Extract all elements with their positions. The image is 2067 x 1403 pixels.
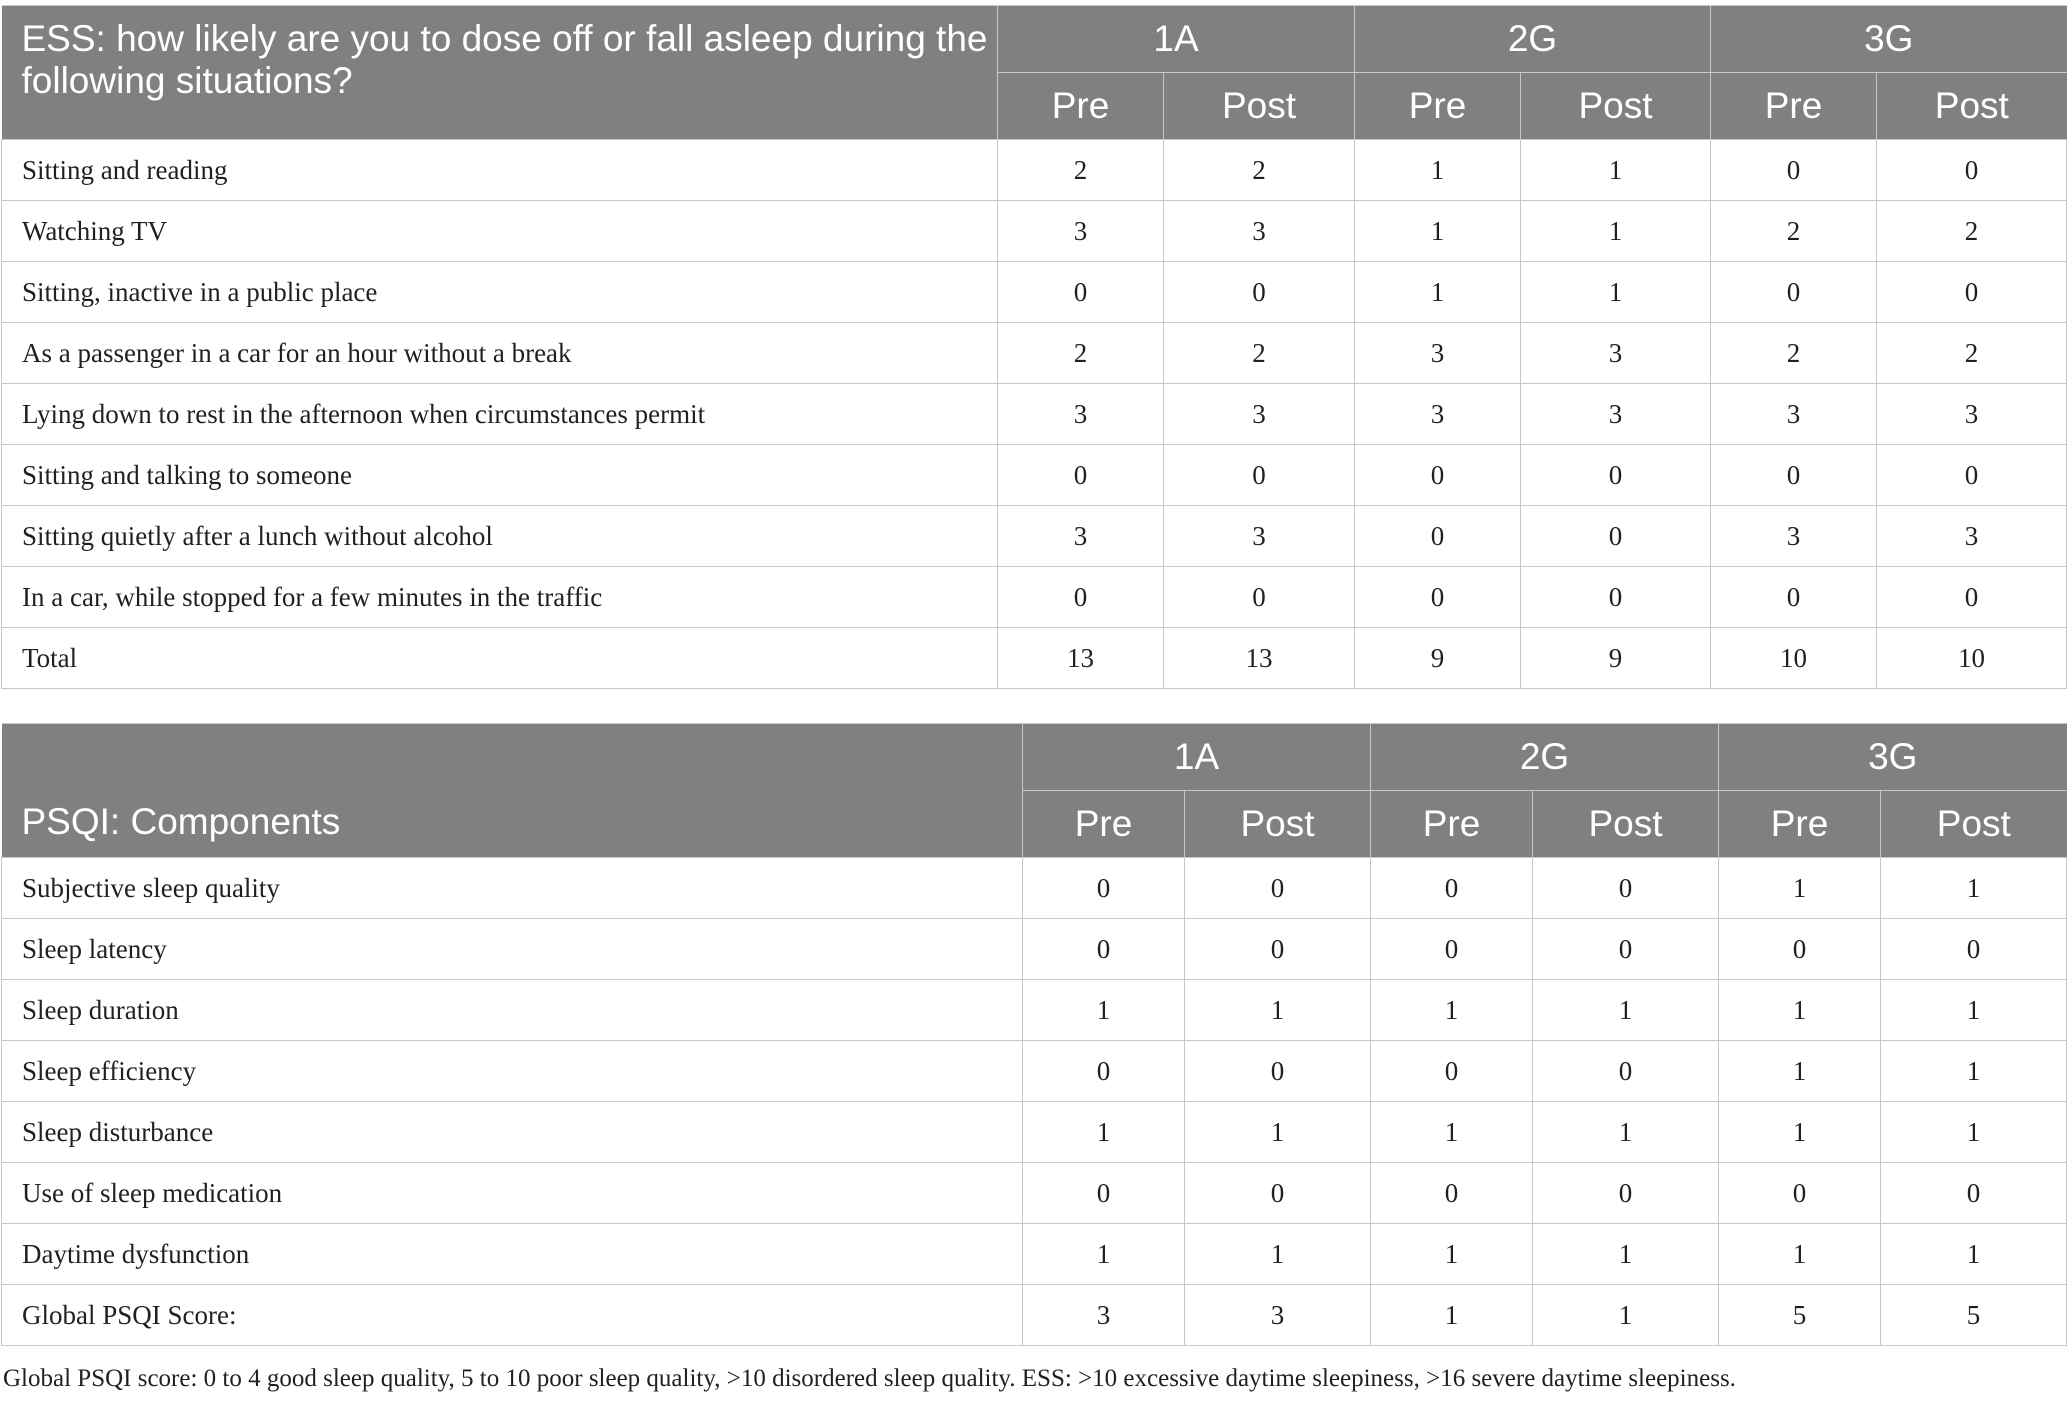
psqi-group-header: 2G [1371,724,1719,791]
table-cell: 3 [1164,506,1355,567]
table-cell: 0 [1533,1163,1719,1224]
table-cell: 0 [1521,445,1711,506]
psqi-table-title: PSQI: Components [2,724,1023,858]
table-cell: 1 [1023,1224,1185,1285]
ess-group-header: 3G [1711,6,2067,73]
table-cell: 1 [1185,1224,1371,1285]
table-cell: 0 [1023,1041,1185,1102]
table-cell: 0 [1164,445,1355,506]
table-cell: 2 [1164,323,1355,384]
table-cell: 3 [1521,323,1711,384]
row-label: Sitting and reading [2,140,998,201]
row-label: Sitting and talking to someone [2,445,998,506]
table-cell: 3 [998,201,1164,262]
row-label: In a car, while stopped for a few minutes in the traffic [2,567,998,628]
ess-subheader: Post [1521,73,1711,140]
table-cell: 0 [1371,919,1533,980]
ess-subheader: Pre [998,73,1164,140]
table-cell: 0 [998,567,1164,628]
row-label: Sleep latency [2,919,1023,980]
table-cell: 1 [1533,1285,1719,1346]
row-label: Sleep duration [2,980,1023,1041]
table-cell: 0 [1881,919,2067,980]
ess-group-header: 1A [998,6,1355,73]
table-cell: 2 [1877,323,2067,384]
table-cell: 0 [1185,919,1371,980]
ess-subheader: Pre [1711,73,1877,140]
table-row [2,628,2067,689]
table-cell: 1 [1521,262,1711,323]
row-label: Global PSQI Score: [2,1285,1023,1346]
table-row [2,1163,2067,1224]
table-cell: 0 [1185,1163,1371,1224]
table-cell: 3 [1355,384,1521,445]
table-cell: 3 [998,506,1164,567]
table-cell: 9 [1521,628,1711,689]
table-cell: 1 [1355,140,1521,201]
psqi-table-body [2,858,2067,1346]
row-label: Daytime dysfunction [2,1224,1023,1285]
table-row [2,980,2067,1041]
table-cell: 10 [1711,628,1877,689]
row-label: Lying down to rest in the afternoon when circumstances permit [2,384,998,445]
table-cell: 1 [1371,980,1533,1041]
table-cell: 1 [1719,858,1881,919]
table-cell: 1 [1533,1224,1719,1285]
table-cell: 1 [1881,1041,2067,1102]
table-cell: 0 [1533,919,1719,980]
table-cell: 0 [1371,1041,1533,1102]
table-cell: 13 [998,628,1164,689]
table-cell: 0 [998,262,1164,323]
table-cell: 1 [1533,980,1719,1041]
psqi-group-header: 1A [1023,724,1371,791]
table-cell: 5 [1719,1285,1881,1346]
table-cell: 0 [1719,919,1881,980]
table-cell: 0 [1877,567,2067,628]
table-cell: 0 [1164,567,1355,628]
table-cell: 3 [1711,384,1877,445]
table-cell: 0 [998,445,1164,506]
table-row [2,1041,2067,1102]
psqi-subheader: Post [1185,791,1371,858]
table-cell: 2 [998,323,1164,384]
table-cell: 1 [1881,1102,2067,1163]
table-cell: 3 [1355,323,1521,384]
table-cell: 2 [1711,323,1877,384]
row-label: Sleep disturbance [2,1102,1023,1163]
table-cell: 3 [1521,384,1711,445]
table-row [2,1102,2067,1163]
psqi-table [1,723,2067,1346]
table-cell: 3 [1877,384,2067,445]
table-row [2,1224,2067,1285]
table-cell: 0 [1023,919,1185,980]
table-cell: 9 [1355,628,1521,689]
table-cell: 0 [1355,506,1521,567]
table-cell: 0 [1371,1163,1533,1224]
row-label: As a passenger in a car for an hour without a break [2,323,998,384]
table-row [2,567,2067,628]
table-row [2,858,2067,919]
table-cell: 0 [1533,858,1719,919]
table-cell: 2 [1711,201,1877,262]
table-cell: 0 [1711,567,1877,628]
table-row [2,384,2067,445]
table-cell: 2 [1164,140,1355,201]
ess-group-header: 2G [1355,6,1711,73]
table-cell: 0 [1877,445,2067,506]
table-cell: 0 [1711,262,1877,323]
table-cell: 1 [1521,201,1711,262]
table-cell: 0 [1164,262,1355,323]
table-cell: 1 [1371,1224,1533,1285]
table-cell: 1 [1881,980,2067,1041]
table-cell: 1 [1023,1102,1185,1163]
table-cell: 0 [1185,1041,1371,1102]
table-cell: 0 [1023,1163,1185,1224]
table-cell: 1 [1355,201,1521,262]
ess-subheader: Post [1164,73,1355,140]
row-label: Watching TV [2,201,998,262]
table-cell: 0 [1521,506,1711,567]
ess-table-header [2,6,2067,140]
table-cell: 3 [1711,506,1877,567]
table-cell: 3 [1164,201,1355,262]
table-cell: 5 [1881,1285,2067,1346]
table-cell: 1 [1533,1102,1719,1163]
table-cell: 1 [1521,140,1711,201]
table-cell: 0 [1023,858,1185,919]
table-cell: 3 [1023,1285,1185,1346]
ess-subheader: Post [1877,73,2067,140]
ess-table-title: ESS: how likely are you to dose off or fall asleep during the following situations? [2,6,998,140]
table-cell: 1 [1719,1224,1881,1285]
table-cell: 2 [1877,201,2067,262]
table-cell: 13 [1164,628,1355,689]
table-cell: 1 [1881,1224,2067,1285]
table-cell: 0 [1877,262,2067,323]
row-label: Sitting quietly after a lunch without alcohol [2,506,998,567]
table-cell: 1 [1355,262,1521,323]
row-label: Sitting, inactive in a public place [2,262,998,323]
psqi-subheader: Pre [1719,791,1881,858]
table-cell: 1 [1719,1041,1881,1102]
table-cell: 1 [1371,1285,1533,1346]
table-row [2,919,2067,980]
table-cell: 0 [1877,140,2067,201]
table-cell: 0 [1355,567,1521,628]
ess-subheader: Pre [1355,73,1521,140]
psqi-table-header [2,724,2067,858]
table-row [2,262,2067,323]
table-cell: 1 [1719,1102,1881,1163]
table-cell: 10 [1877,628,2067,689]
table-cell: 0 [1719,1163,1881,1224]
row-label: Sleep efficiency [2,1041,1023,1102]
table-cell: 0 [1711,445,1877,506]
table-cell: 0 [1185,858,1371,919]
ess-table-body [2,140,2067,689]
table-cell: 3 [998,384,1164,445]
table-cell: 1 [1185,1102,1371,1163]
table-cell: 2 [998,140,1164,201]
table-cell: 1 [1023,980,1185,1041]
table-row [2,201,2067,262]
table-cell: 3 [1877,506,2067,567]
psqi-group-header: 3G [1719,724,2067,791]
table-cell: 1 [1719,980,1881,1041]
psqi-subheader: Post [1533,791,1719,858]
ess-table [1,5,2067,689]
table-row [2,140,2067,201]
table-row [2,1285,2067,1346]
psqi-subheader: Pre [1023,791,1185,858]
table-row [2,445,2067,506]
table-row [2,323,2067,384]
table-cell: 3 [1185,1285,1371,1346]
row-label: Use of sleep medication [2,1163,1023,1224]
table-cell: 0 [1355,445,1521,506]
table-cell: 0 [1521,567,1711,628]
table-footnote: Global PSQI score: 0 to 4 good sleep quality, 5 to 10 poor sleep quality, >10 disordered sleep quality. ESS: >10 excessive daytime sleepiness, >16 severe daytime sleepiness. [3,1365,1736,1392]
table-cell: 0 [1881,1163,2067,1224]
table-cell: 3 [1164,384,1355,445]
table-cell: 0 [1533,1041,1719,1102]
row-label: Subjective sleep quality [2,858,1023,919]
table-cell: 0 [1711,140,1877,201]
table-cell: 0 [1371,858,1533,919]
table-cell: 1 [1371,1102,1533,1163]
row-label: Total [2,628,998,689]
table-row [2,506,2067,567]
psqi-subheader: Pre [1371,791,1533,858]
table-cell: 1 [1881,858,2067,919]
psqi-subheader: Post [1881,791,2067,858]
table-cell: 1 [1185,980,1371,1041]
